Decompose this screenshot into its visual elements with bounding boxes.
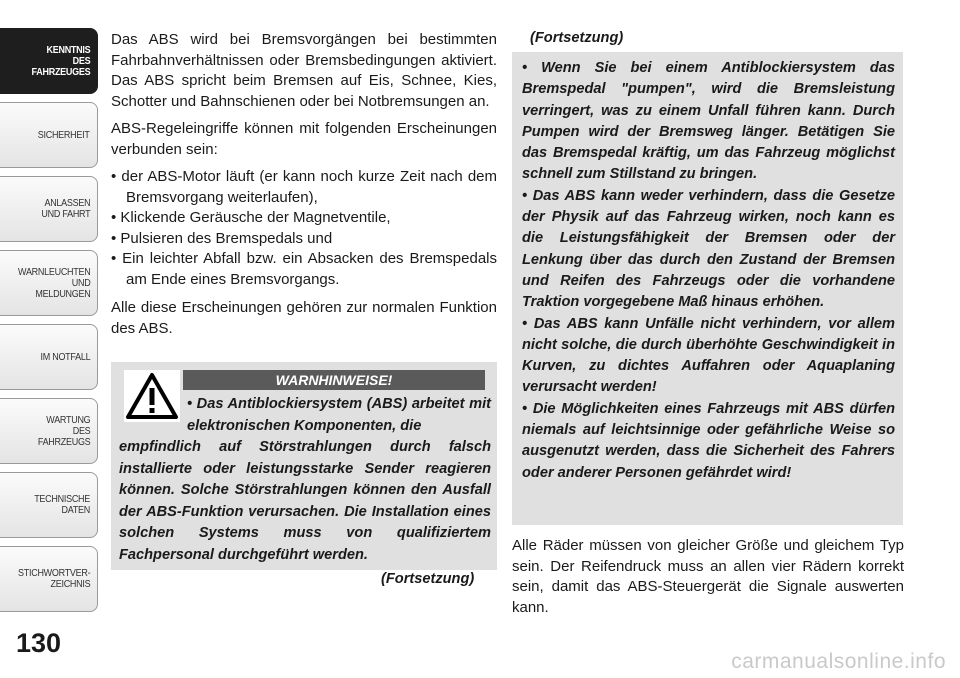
list-item: • Wenn Sie bei einem Antiblockiersystem das Bremspedal "pumpen", wird die Bremsleistung verringert, was zu einem Unfall führen kann. Durch Pumpen wird der Bremsweg länger. Betätigen Sie das Bremspedal kräftig, um das Fahrzeug möglichst schnell zum Stillstand zu bringen. <box>522 58 895 186</box>
paragraph: Das ABS wird bei Bremsvorgängen bei bestimmten Fahrbahnverhältnissen oder Bremsbedingungen aktiviert. Das ABS spricht beim Bremsen auf Eis, Schnee, Kies, Schotter und Bahnschienen oder bei Notbremsungen an. <box>111 31 497 110</box>
tab-sicherheit[interactable]: SICHERHEIT <box>0 102 98 168</box>
tab-kenntnis-des-fahrzeuges[interactable]: KENNTNIS DES FAHRZEUGES <box>0 28 98 94</box>
tab-wartung[interactable]: WARTUNG DES FAHRZEUGS <box>0 398 98 464</box>
right-column-paragraph <box>512 536 904 625</box>
list-item: • Das ABS kann weder verhindern, dass die Gesetze der Physik auf das Fahrzeug wirken, noch kann es die Leistungsfähigkeit der Bremsen oder der Lenkung über das durch den Zustand der Bremsen und Reifen des Fahrzeugs oder die vorhandene Traktion vorgegebene Maß hinaus erhöhen. <box>522 186 895 314</box>
list-item: • Die Möglichkeiten eines Fahrzeugs mit ABS dürfen niemals auf leichtsinnige oder gefährliche Weise so ausgenutzt werden, dass die Sicherheit des Fahrers oder anderer Personen gefährdet wird! <box>522 399 895 484</box>
bullet-list <box>111 167 497 290</box>
page-number: 130 <box>16 628 62 658</box>
warning-title: WARNHINWEISE! <box>183 370 485 390</box>
tab-technische-daten[interactable]: TECHNISCHE DATEN <box>0 472 98 538</box>
tab-warnleuchten[interactable]: WARNLEUCHTEN UND MELDUNGEN <box>0 250 98 316</box>
tab-stichwortverzeichnis[interactable]: STICHWORTVER- ZEICHNIS <box>0 546 98 612</box>
warning-text <box>119 394 491 566</box>
list-item: • Pulsieren des Bremspedals und <box>111 229 497 250</box>
paragraph: ABS-Regeleingriffe können mit folgenden Erscheinungen verbunden sein: <box>111 120 497 158</box>
tab-anlassen-und-fahrt[interactable]: ANLASSEN UND FAHRT <box>0 176 98 242</box>
warning-rest: empfindlich auf Störstrahlungen durch falsch installierte oder leistungsstarke Sender reagieren können. Solche Störstrahlungen können den Ausfall der ABS-Funktion verursachen. Die Installation eines solchen Systems muss von qualifiziertem Fachpersonal durchgeführt werden. <box>119 439 491 563</box>
tab-im-notfall[interactable]: IM NOTFALL <box>0 324 98 390</box>
continued-heading: (Fortsetzung) <box>530 30 624 46</box>
list-item: • Klickende Geräusche der Magnetventile, <box>111 208 497 229</box>
warning-continuation-box <box>512 52 903 525</box>
continued-label: (Fortsetzung) <box>381 571 475 587</box>
paragraph: Alle Räder müssen von gleicher Größe und gleichem Typ sein. Der Reifendruck muss an allen vier Rädern korrekt sein, damit das ABS-Steuergerät die Signale auswerten kann. <box>512 537 904 616</box>
warning-bullets <box>512 52 903 484</box>
list-item: • Ein leichter Abfall bzw. ein Absacken des Bremspedals am Ende eines Bremsvorgangs. <box>111 249 497 290</box>
list-item: • Das ABS kann Unfälle nicht verhindern, vor allem nicht solche, die durch überhöhte Geschwindigkeit in Kurven, zu dichtes Auffahren oder Aquaplaning verursacht werden! <box>522 314 895 399</box>
watermark: carmanualsonline.info <box>731 650 946 673</box>
list-item: • der ABS-Motor läuft (er kann noch kurze Zeit nach dem Bremsvorgang weiterlaufen), <box>111 167 497 208</box>
left-column <box>111 30 497 346</box>
paragraph: Alle diese Erscheinungen gehören zur normalen Funktion des ABS. <box>111 299 497 337</box>
warning-first-line: • Das Antiblockiersystem (ABS) arbeitet mit elektronischen Komponenten, die <box>187 396 491 434</box>
warning-box <box>111 362 497 570</box>
